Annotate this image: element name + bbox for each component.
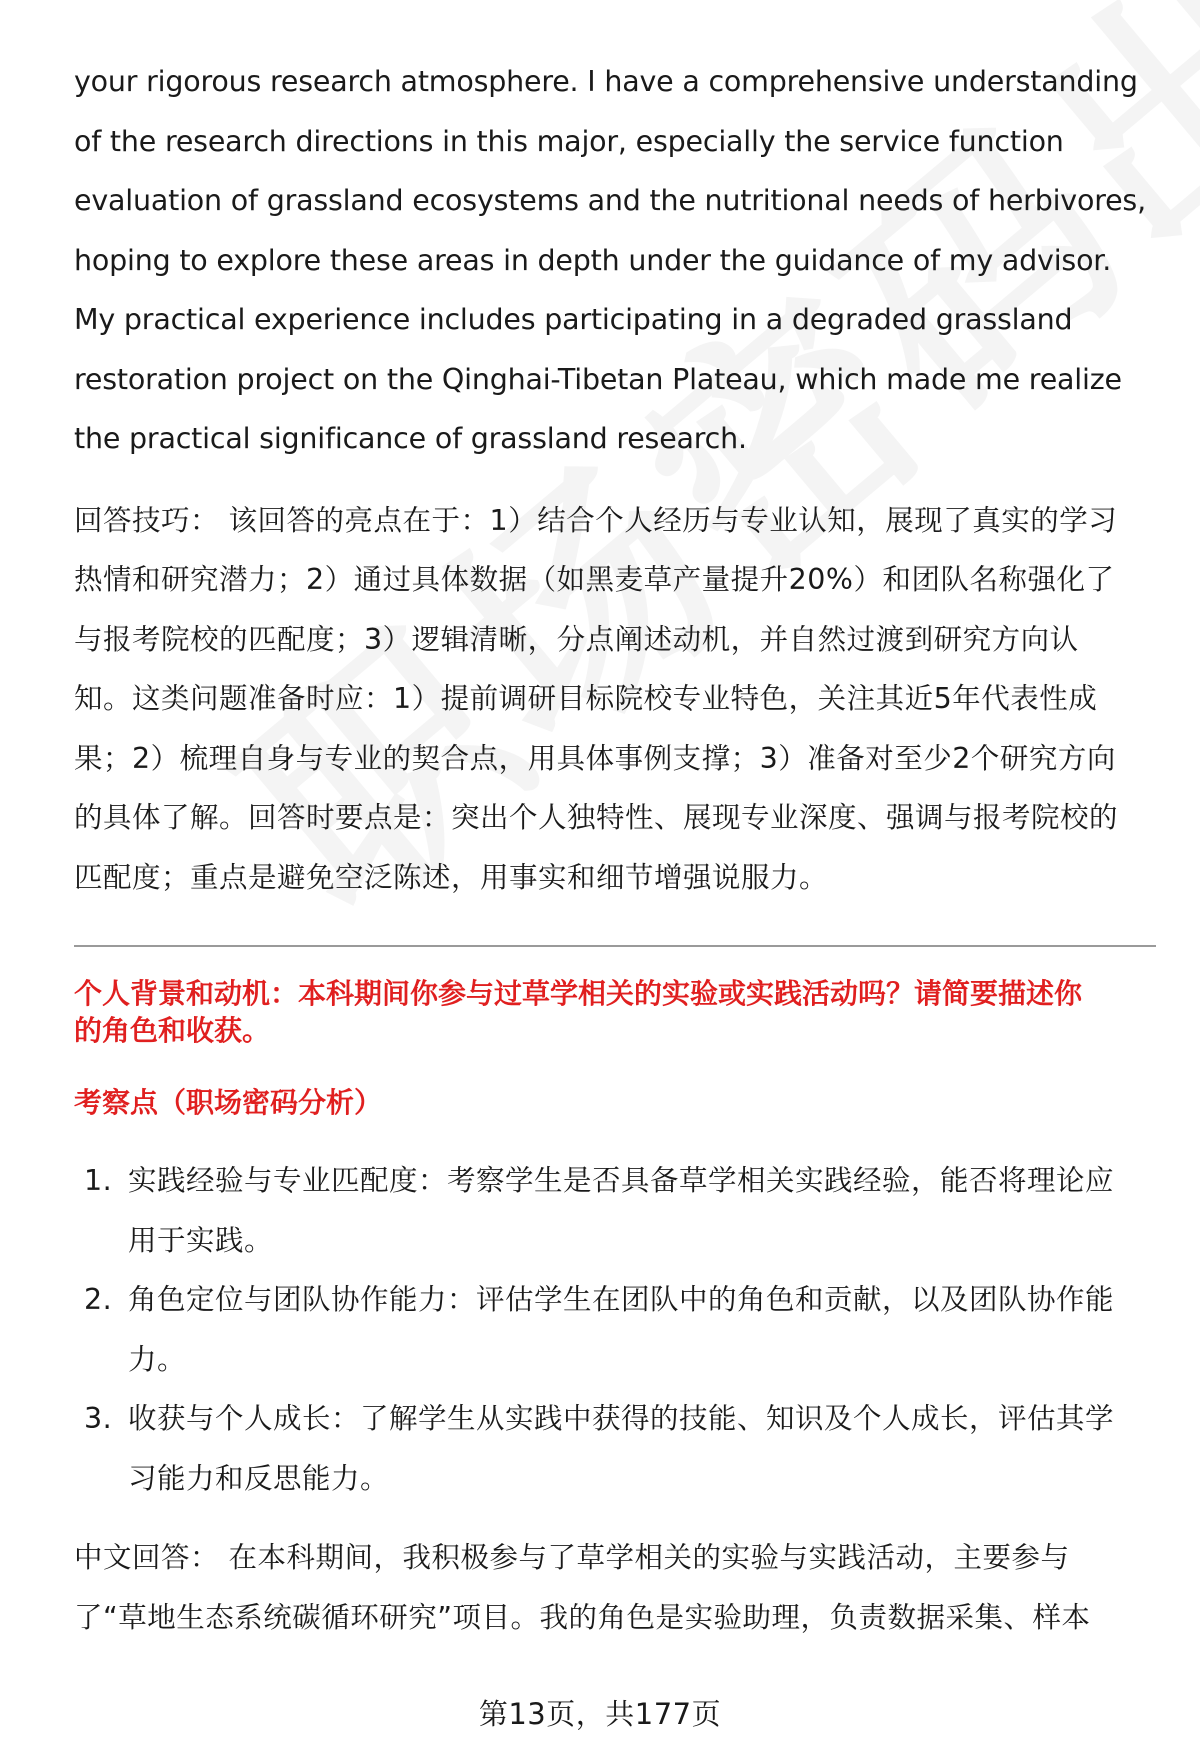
english-answer-paragraph	[74, 52, 1154, 469]
answer-tips-paragraph	[74, 491, 1154, 908]
question-heading	[74, 975, 1154, 1049]
text-line: 果；2）梳理自身与专业的契合点，用具体事例支撑；3）准备对至少2个研究方向	[74, 741, 1116, 775]
text-line: 力。	[128, 1342, 187, 1376]
text-line: of the research directions in this major, especially the service function	[74, 124, 1064, 158]
text-line: 收获与个人成长：了解学生从实践中获得的技能、知识及个人成长，评估其学	[128, 1402, 1115, 1435]
text-line: 与报考院校的匹配度；3）逻辑清晰，分点阐述动机，并自然过渡到研究方向认	[74, 622, 1079, 656]
text-line: your rigorous research atmosphere. I have a comprehensive understanding	[74, 65, 1138, 98]
text-line: 用于实践。	[128, 1223, 274, 1257]
text-line: 角色定位与团队协作能力：评估学生在团队中的角色和贡献，以及团队协作能	[128, 1283, 1115, 1316]
text-line: 了“草地生态系统碳循环研究”项目。我的角色是实验助理，负责数据采集、样本	[74, 1600, 1091, 1634]
analysis-heading: 考察点（职场密码分析）	[74, 1086, 383, 1119]
text-line: 回答技巧： 该回答的亮点在于：1）结合个人经历与专业认知，展现了真实的学习	[74, 503, 1118, 537]
text-line: 匹配度；重点是避免空泛陈述，用事实和细节增强说服力。	[74, 860, 829, 894]
heading-line: 个人背景和动机：本科期间你参与过草学相关的实验或实践活动吗？请简要描述你	[74, 977, 1083, 1010]
text-line: the practical significance of grassland research.	[74, 422, 747, 455]
text-line: 实践经验与专业匹配度：考察学生是否具备草学相关实践经验，能否将理论应	[128, 1164, 1115, 1197]
text-line: hoping to explore these areas in depth under the guidance of my advisor.	[74, 243, 1112, 277]
text-line: My practical experience includes participating in a degraded grassland	[74, 303, 1073, 336]
text-line: 习能力和反思能力。	[128, 1461, 390, 1495]
heading-line: 的角色和收获。	[74, 1014, 271, 1047]
text-line: restoration project on the Qinghai-Tibetan Plateau, which made me realize	[74, 362, 1122, 396]
list-number: 2.	[84, 1283, 113, 1316]
section-divider	[74, 945, 1156, 947]
text-line: 中文回答： 在本科期间，我积极参与了草学相关的实验与实践活动，主要参与	[74, 1541, 1070, 1574]
list-number: 1.	[84, 1164, 113, 1197]
list-item	[74, 1151, 1154, 1270]
page-footer: 第13页，共177页	[478, 1697, 722, 1731]
text-line: 的具体了解。回答时要点是：突出个人独特性、展现专业深度、强调与报考院校的	[74, 801, 1119, 834]
list-item	[74, 1270, 1154, 1389]
analysis-points-list	[74, 1151, 1154, 1508]
list-number: 3.	[84, 1402, 113, 1435]
list-item	[74, 1389, 1154, 1508]
page-content	[74, 52, 1154, 1647]
text-line: 知。这类问题准备时应：1）提前调研目标院校专业特色，关注其近5年代表性成	[74, 682, 1098, 715]
text-line: evaluation of grassland ecosystems and the nutritional needs of herbivores,	[74, 184, 1146, 217]
text-line: 热情和研究潜力；2）通过具体数据（如黑麦草产量提升20%）和团队名称强化了	[74, 563, 1115, 596]
chinese-answer-paragraph	[74, 1528, 1154, 1647]
